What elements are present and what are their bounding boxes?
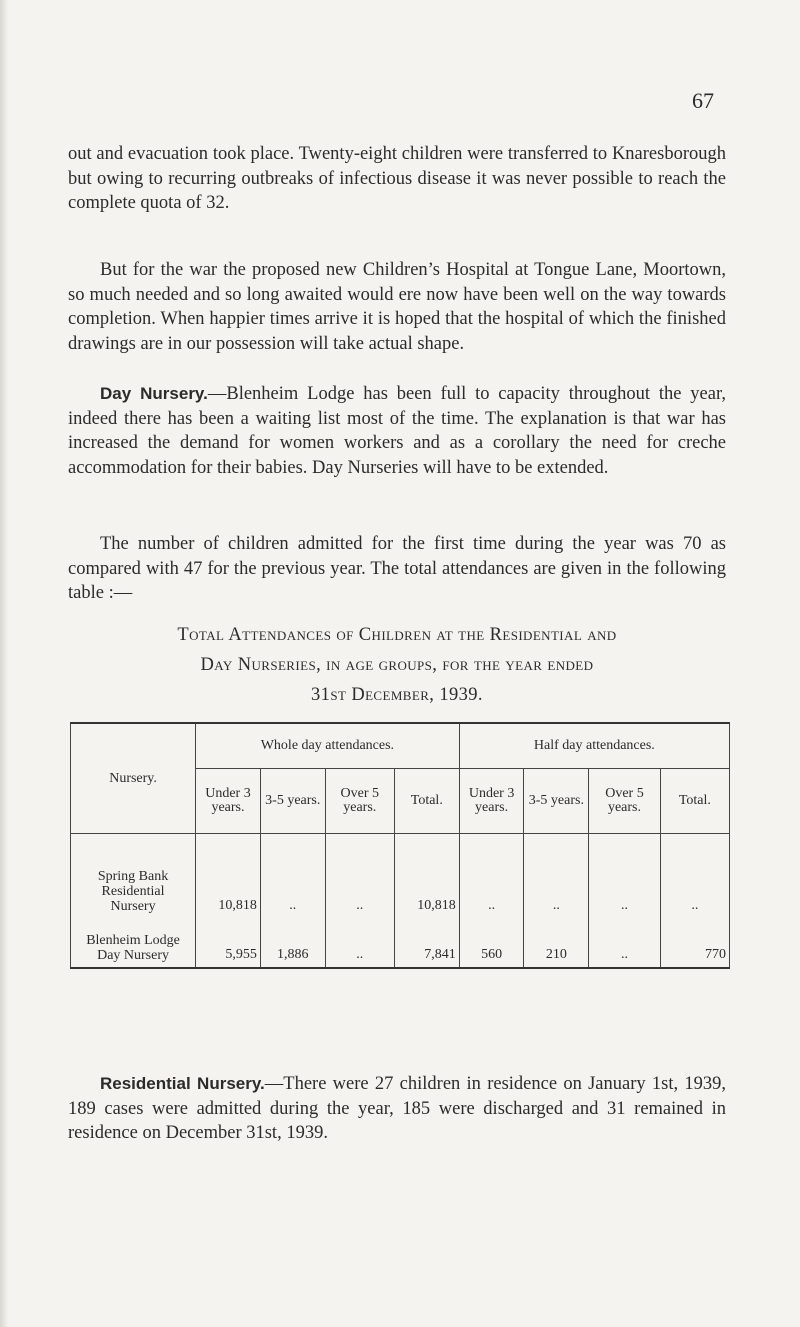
table-cell: .. (325, 919, 394, 968)
table-cell: .. (589, 834, 660, 920)
table-cell: 560 (459, 919, 524, 968)
header-under-3-whole: Under 3 years. (196, 769, 261, 834)
table-cell: 1,886 (260, 919, 325, 968)
table-title-line-1: Total Attendances of Children at the Residential and (177, 625, 617, 645)
row-name-spring-bank (71, 834, 196, 920)
paragraph-day-nursery (68, 382, 726, 480)
table-cell: 10,818 (394, 834, 459, 920)
paragraph-childrens-hospital: But for the war the proposed new Children’s Hospital at Tongue Lane, Moortown, so much needed and so long awaited would ere now have been well on the way towards completion. When happier times arrive it is hoped that the hospital of which the finished drawings are in our possession will take actual shape. (68, 260, 726, 354)
table-cell: .. (260, 834, 325, 920)
row-name-line: Residential (101, 884, 165, 899)
header-total-whole: Total. (394, 769, 459, 834)
table-cell: 5,955 (196, 919, 261, 968)
binding-edge (0, 0, 8, 1327)
header-3-5-half: 3-5 years. (524, 769, 589, 834)
residential-nursery-text: —There were 27 children in residence on January 1st, 1939, 189 cases were admitted during the year, 185 were discharged and 31 remained in residence on December 31st, 1939. (68, 1074, 726, 1143)
header-total-half: Total. (660, 769, 729, 834)
table-row (71, 919, 730, 968)
row-name-line: Nursery (110, 899, 156, 914)
day-nursery-heading: Day Nursery. (100, 384, 208, 403)
row-name-blenheim-lodge (71, 919, 196, 968)
paragraph-residential-nursery (68, 1072, 726, 1146)
row-name-line: Day Nursery (97, 948, 169, 963)
table-title-line-2: Day Nurseries, in age groups, for the year ended (200, 655, 594, 675)
table-cell: 770 (660, 919, 729, 968)
residential-nursery-heading: Residential Nursery. (100, 1074, 265, 1093)
paragraph-admissions: The number of children admitted for the first time during the year was 70 as compared with 47 for the previous year. The total attendances are given in the following table :— (68, 534, 726, 603)
header-3-5-whole: 3-5 years. (260, 769, 325, 834)
row-name-line: Spring Bank (97, 869, 169, 884)
table-cell: .. (589, 919, 660, 968)
header-over-5-half: Over 5 years. (589, 769, 660, 834)
table-title (68, 620, 726, 710)
table-cell: 210 (524, 919, 589, 968)
day-nursery-text: —Blenheim Lodge has been full to capacity throughout the year, indeed there has been a waiting list most of the time. The explanation is that war has increased the demand for women workers and as a corollary the need for creche accommodation for their babies. Day Nurseries will have to be extended. (68, 384, 726, 478)
table-header-group-row (71, 723, 730, 769)
paragraph-evacuation: out and evacuation took place. Twenty-eight children were transferred to Knaresborough but owing to recurring outbreaks of infectious disease it was never possible to reach the complete quota of 32. (68, 144, 726, 213)
header-half-day: Half day attendances. (459, 723, 729, 769)
table-cell: .. (325, 834, 394, 920)
header-whole-day: Whole day attendances. (196, 723, 460, 769)
header-under-3-half: Under 3 years. (459, 769, 524, 834)
table-cell: 10,818 (196, 834, 261, 920)
attendance-table (70, 722, 730, 969)
table-cell: 7,841 (394, 919, 459, 968)
table-cell: .. (459, 834, 524, 920)
page-number: 67 (692, 88, 714, 113)
table-cell: .. (660, 834, 729, 920)
table-cell: .. (524, 834, 589, 920)
table-title-line-3: 31st December, 1939. (311, 685, 483, 705)
header-nursery: Nursery. (71, 723, 196, 834)
table-row (71, 834, 730, 920)
row-name-line: Blenheim Lodge (86, 933, 180, 948)
header-over-5-whole: Over 5 years. (325, 769, 394, 834)
